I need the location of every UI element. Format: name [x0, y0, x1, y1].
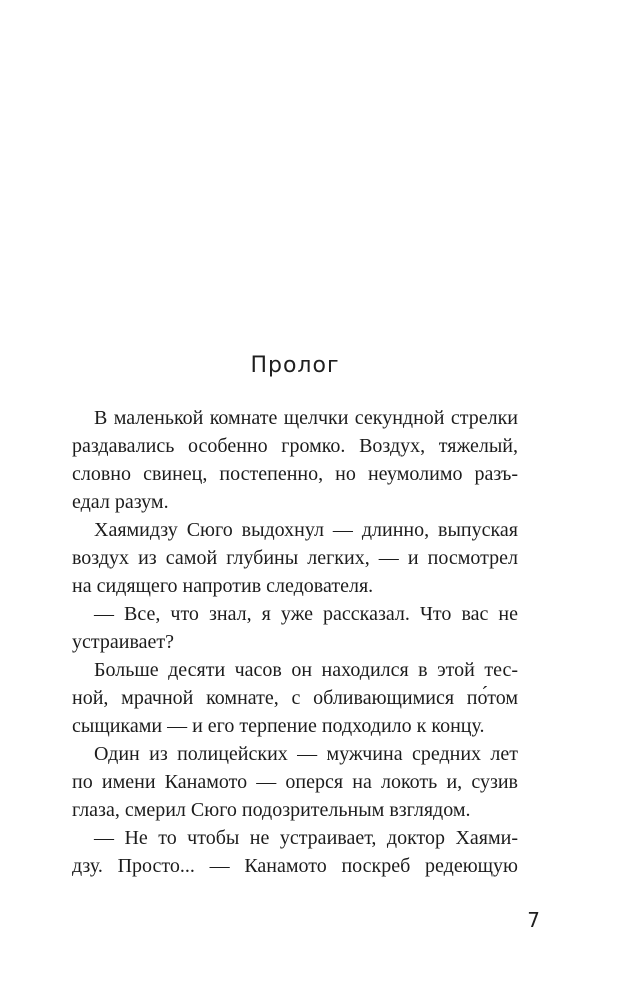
paragraph [72, 740, 518, 824]
paragraph [72, 656, 518, 740]
text-line: ной, мрачной комнате, с обливающимися по́том [72, 687, 518, 709]
text-line: глаза, смерил Сюго подозрительным взглядом. [72, 799, 471, 821]
text-line: В маленькой комнате щелчки секундной стрелки [94, 407, 518, 429]
text-line: Больше десяти часов он находился в этой тес- [94, 659, 518, 681]
text-line: устраивает? [72, 631, 174, 653]
paragraph [72, 824, 518, 880]
text-line: — Не то чтобы не устраивает, доктор Хаями- [94, 827, 518, 849]
page-number: 7 [527, 908, 540, 932]
text-line: сыщиками — и его терпение подходило к концу. [72, 715, 485, 737]
paragraph [72, 516, 518, 600]
text-line: раздавались особенно громко. Воздух, тяжелый, [72, 435, 518, 457]
text-line: воздух из самой глубины легких, — и посмотрел [72, 547, 518, 569]
body-text [72, 404, 518, 880]
text-line: на сидящего напротив следователя. [72, 575, 374, 597]
paragraph [72, 404, 518, 516]
text-line: Хаямидзу Сюго выдохнул — длинно, выпуская [94, 519, 518, 541]
text-line: по имени Канамото — оперся на локоть и, сузив [72, 771, 518, 793]
text-line: словно свинец, постепенно, но неумолимо разъ- [72, 463, 518, 485]
chapter-heading: Пролог [250, 353, 340, 378]
text-line: едал разум. [72, 491, 169, 513]
text-line: дзу. Просто... — Канамото поскреб редеющую [72, 855, 518, 877]
text-line: — Все, что знал, я уже рассказал. Что вас не [94, 603, 518, 625]
paragraph [72, 600, 518, 656]
text-line: Один из полицейских — мужчина средних лет [94, 743, 518, 765]
